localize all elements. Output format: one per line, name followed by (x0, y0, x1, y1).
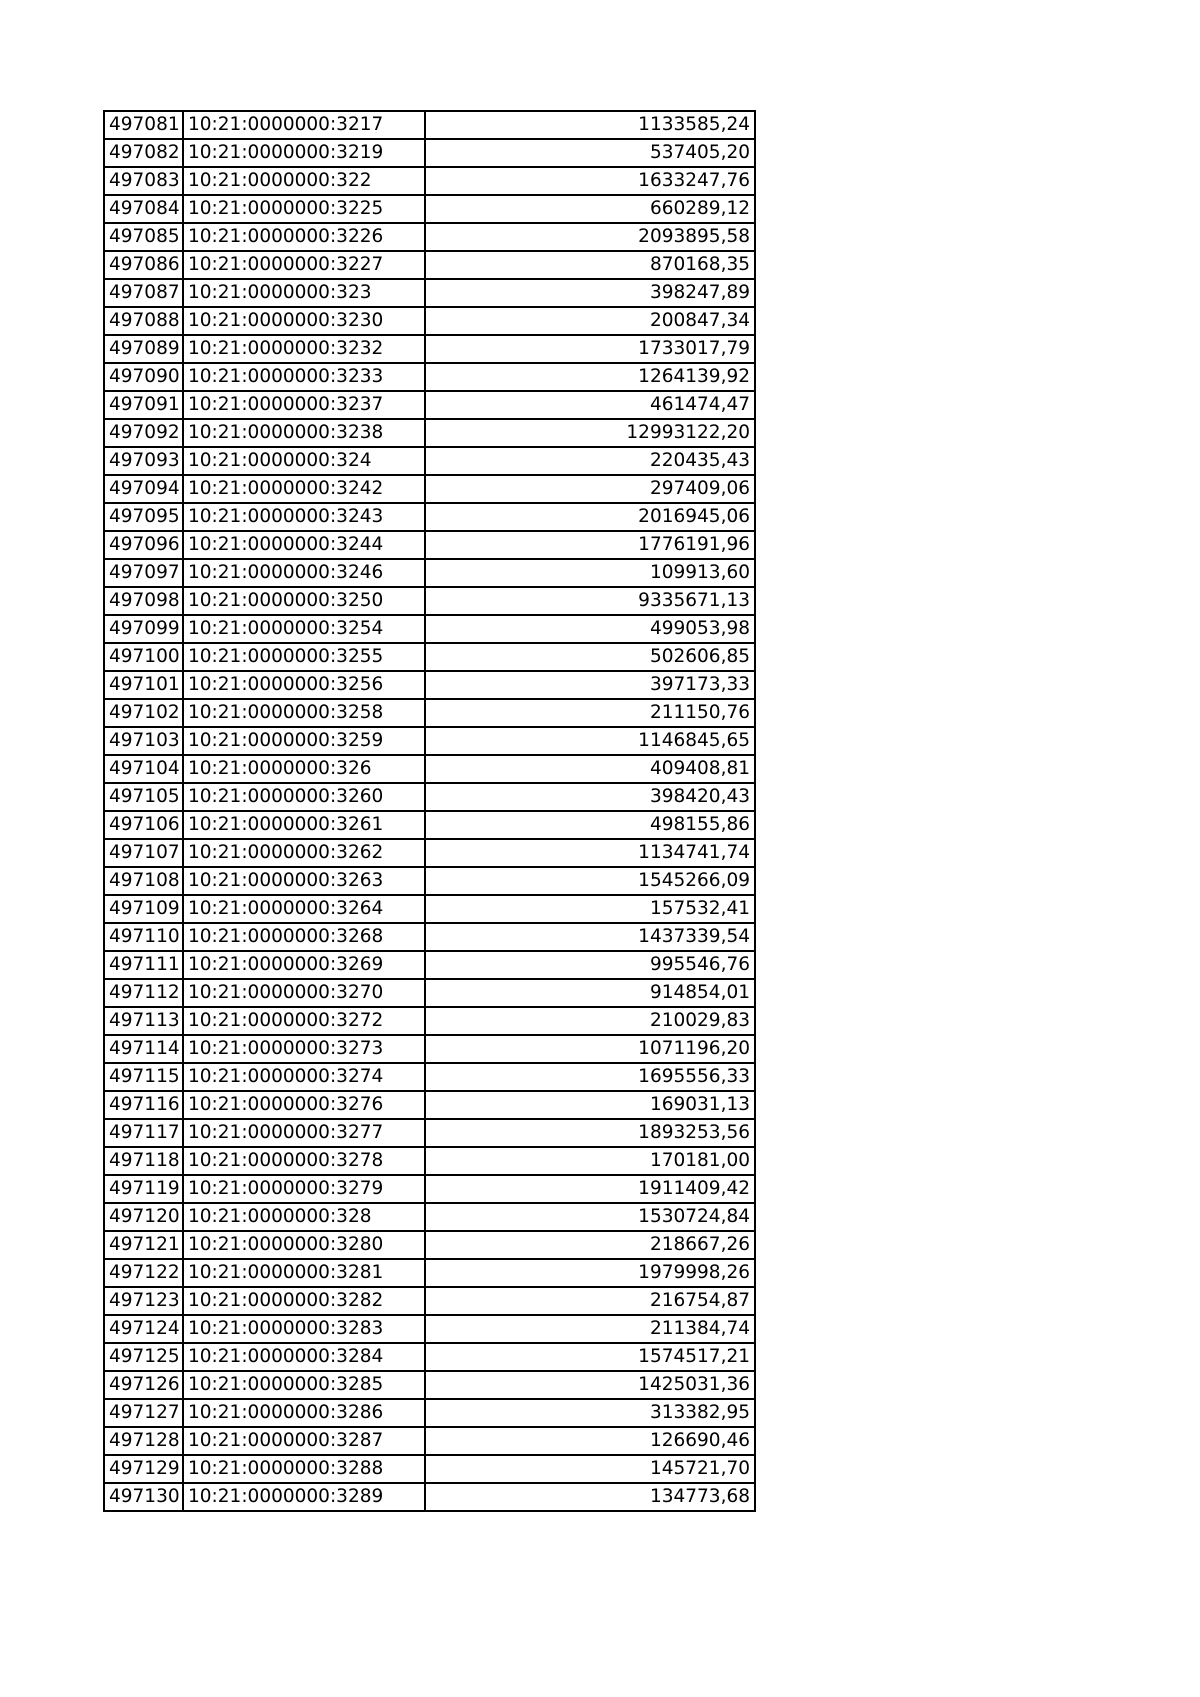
cadastral-number-cell: 10:21:0000000:323 (183, 279, 425, 307)
table-row (104, 671, 755, 699)
table-row (104, 307, 755, 335)
row-number-cell: 497110 (104, 923, 183, 951)
value-cell: 216754,87 (425, 1287, 755, 1315)
row-number-cell: 497100 (104, 643, 183, 671)
table-row (104, 279, 755, 307)
table-row (104, 1231, 755, 1259)
row-number-cell: 497097 (104, 559, 183, 587)
cadastral-number-cell: 10:21:0000000:3242 (183, 475, 425, 503)
table-row (104, 1343, 755, 1371)
cadastral-number-cell: 10:21:0000000:322 (183, 167, 425, 195)
table-row (104, 1203, 755, 1231)
table-row (104, 419, 755, 447)
value-cell: 1425031,36 (425, 1371, 755, 1399)
row-number-cell: 497096 (104, 531, 183, 559)
table-row (104, 335, 755, 363)
table-row (104, 867, 755, 895)
cadastral-number-cell: 10:21:0000000:3289 (183, 1483, 425, 1511)
cadastral-number-cell: 10:21:0000000:3255 (183, 643, 425, 671)
cadastral-number-cell: 10:21:0000000:3262 (183, 839, 425, 867)
value-cell: 870168,35 (425, 251, 755, 279)
table-row (104, 1175, 755, 1203)
cadastral-number-cell: 10:21:0000000:3232 (183, 335, 425, 363)
value-cell: 218667,26 (425, 1231, 755, 1259)
cadastral-number-cell: 10:21:0000000:3282 (183, 1287, 425, 1315)
row-number-cell: 497115 (104, 1063, 183, 1091)
cadastral-number-cell: 10:21:0000000:3279 (183, 1175, 425, 1203)
table-row (104, 1483, 755, 1511)
cadastral-number-cell: 10:21:0000000:3268 (183, 923, 425, 951)
row-number-cell: 497091 (104, 391, 183, 419)
row-number-cell: 497128 (104, 1427, 183, 1455)
cadastral-number-cell: 10:21:0000000:3260 (183, 783, 425, 811)
table-row (104, 1399, 755, 1427)
row-number-cell: 497081 (104, 111, 183, 139)
table-row (104, 811, 755, 839)
row-number-cell: 497123 (104, 1287, 183, 1315)
table-row (104, 475, 755, 503)
table-row (104, 1007, 755, 1035)
value-cell: 398247,89 (425, 279, 755, 307)
value-cell: 995546,76 (425, 951, 755, 979)
cadastral-number-cell: 10:21:0000000:3283 (183, 1315, 425, 1343)
cadastral-number-cell: 10:21:0000000:3246 (183, 559, 425, 587)
cadastral-number-cell: 10:21:0000000:3276 (183, 1091, 425, 1119)
value-cell: 914854,01 (425, 979, 755, 1007)
row-number-cell: 497085 (104, 223, 183, 251)
cadastral-number-cell: 10:21:0000000:3250 (183, 587, 425, 615)
value-cell: 1133585,24 (425, 111, 755, 139)
cadastral-number-cell: 10:21:0000000:3244 (183, 531, 425, 559)
value-cell: 126690,46 (425, 1427, 755, 1455)
row-number-cell: 497129 (104, 1455, 183, 1483)
row-number-cell: 497105 (104, 783, 183, 811)
value-cell: 200847,34 (425, 307, 755, 335)
table-row (104, 167, 755, 195)
table-row (104, 587, 755, 615)
value-cell: 502606,85 (425, 643, 755, 671)
cadastral-number-cell: 10:21:0000000:3233 (183, 363, 425, 391)
row-number-cell: 497095 (104, 503, 183, 531)
table-row (104, 111, 755, 139)
value-cell: 537405,20 (425, 139, 755, 167)
table-row (104, 951, 755, 979)
cadastral-number-cell: 10:21:0000000:3259 (183, 727, 425, 755)
value-cell: 134773,68 (425, 1483, 755, 1511)
cadastral-number-cell: 10:21:0000000:3281 (183, 1259, 425, 1287)
table-row (104, 615, 755, 643)
value-cell: 1530724,84 (425, 1203, 755, 1231)
value-cell: 1146845,65 (425, 727, 755, 755)
table-row (104, 1259, 755, 1287)
cadastral-number-cell: 10:21:0000000:3227 (183, 251, 425, 279)
cadastral-number-cell: 10:21:0000000:3280 (183, 1231, 425, 1259)
cadastral-number-cell: 10:21:0000000:3272 (183, 1007, 425, 1035)
data-table (103, 110, 756, 1512)
row-number-cell: 497082 (104, 139, 183, 167)
value-cell: 398420,43 (425, 783, 755, 811)
row-number-cell: 497113 (104, 1007, 183, 1035)
cadastral-number-cell: 10:21:0000000:3286 (183, 1399, 425, 1427)
table-row (104, 1315, 755, 1343)
cadastral-number-cell: 10:21:0000000:3256 (183, 671, 425, 699)
table-row (104, 895, 755, 923)
value-cell: 2093895,58 (425, 223, 755, 251)
value-cell: 9335671,13 (425, 587, 755, 615)
row-number-cell: 497093 (104, 447, 183, 475)
cadastral-number-cell: 10:21:0000000:3269 (183, 951, 425, 979)
value-cell: 170181,00 (425, 1147, 755, 1175)
table-row (104, 251, 755, 279)
value-cell: 210029,83 (425, 1007, 755, 1035)
row-number-cell: 497122 (104, 1259, 183, 1287)
table-row (104, 1119, 755, 1147)
value-cell: 660289,12 (425, 195, 755, 223)
row-number-cell: 497111 (104, 951, 183, 979)
value-cell: 499053,98 (425, 615, 755, 643)
value-cell: 211384,74 (425, 1315, 755, 1343)
value-cell: 1264139,92 (425, 363, 755, 391)
row-number-cell: 497092 (104, 419, 183, 447)
value-cell: 1071196,20 (425, 1035, 755, 1063)
row-number-cell: 497126 (104, 1371, 183, 1399)
value-cell: 2016945,06 (425, 503, 755, 531)
cadastral-number-cell: 10:21:0000000:3277 (183, 1119, 425, 1147)
value-cell: 145721,70 (425, 1455, 755, 1483)
row-number-cell: 497094 (104, 475, 183, 503)
value-cell: 1574517,21 (425, 1343, 755, 1371)
cadastral-number-cell: 10:21:0000000:326 (183, 755, 425, 783)
cadastral-number-cell: 10:21:0000000:3261 (183, 811, 425, 839)
value-cell: 169031,13 (425, 1091, 755, 1119)
cadastral-number-cell: 10:21:0000000:3273 (183, 1035, 425, 1063)
table-row (104, 1427, 755, 1455)
table-row (104, 195, 755, 223)
table-row (104, 643, 755, 671)
table-row (104, 447, 755, 475)
table-row (104, 503, 755, 531)
value-cell: 461474,47 (425, 391, 755, 419)
value-cell: 409408,81 (425, 755, 755, 783)
row-number-cell: 497107 (104, 839, 183, 867)
row-number-cell: 497124 (104, 1315, 183, 1343)
value-cell: 1437339,54 (425, 923, 755, 951)
value-cell: 1134741,74 (425, 839, 755, 867)
row-number-cell: 497101 (104, 671, 183, 699)
cadastral-number-cell: 10:21:0000000:3225 (183, 195, 425, 223)
row-number-cell: 497119 (104, 1175, 183, 1203)
row-number-cell: 497117 (104, 1119, 183, 1147)
row-number-cell: 497127 (104, 1399, 183, 1427)
row-number-cell: 497116 (104, 1091, 183, 1119)
value-cell: 397173,33 (425, 671, 755, 699)
table-row (104, 391, 755, 419)
table-row (104, 363, 755, 391)
row-number-cell: 497102 (104, 699, 183, 727)
cadastral-number-cell: 10:21:0000000:3288 (183, 1455, 425, 1483)
cadastral-number-cell: 10:21:0000000:3274 (183, 1063, 425, 1091)
value-cell: 1545266,09 (425, 867, 755, 895)
table-row (104, 1035, 755, 1063)
table-row (104, 727, 755, 755)
cadastral-number-cell: 10:21:0000000:3243 (183, 503, 425, 531)
cadastral-number-cell: 10:21:0000000:3258 (183, 699, 425, 727)
table-row (104, 223, 755, 251)
value-cell: 498155,86 (425, 811, 755, 839)
table-row (104, 1371, 755, 1399)
row-number-cell: 497088 (104, 307, 183, 335)
cadastral-number-cell: 10:21:0000000:324 (183, 447, 425, 475)
value-cell: 211150,76 (425, 699, 755, 727)
table-row (104, 1147, 755, 1175)
cadastral-number-cell: 10:21:0000000:3278 (183, 1147, 425, 1175)
table-row (104, 1455, 755, 1483)
table-row (104, 755, 755, 783)
row-number-cell: 497109 (104, 895, 183, 923)
cadastral-number-cell: 10:21:0000000:3284 (183, 1343, 425, 1371)
row-number-cell: 497099 (104, 615, 183, 643)
cadastral-number-cell: 10:21:0000000:3217 (183, 111, 425, 139)
row-number-cell: 497084 (104, 195, 183, 223)
table-row (104, 1091, 755, 1119)
cadastral-number-cell: 10:21:0000000:3237 (183, 391, 425, 419)
table-row (104, 559, 755, 587)
row-number-cell: 497125 (104, 1343, 183, 1371)
row-number-cell: 497114 (104, 1035, 183, 1063)
value-cell: 12993122,20 (425, 419, 755, 447)
cadastral-number-cell: 10:21:0000000:3230 (183, 307, 425, 335)
table-row (104, 1063, 755, 1091)
value-cell: 1733017,79 (425, 335, 755, 363)
value-cell: 1776191,96 (425, 531, 755, 559)
cadastral-number-cell: 10:21:0000000:3285 (183, 1371, 425, 1399)
row-number-cell: 497086 (104, 251, 183, 279)
cadastral-number-cell: 10:21:0000000:3287 (183, 1427, 425, 1455)
value-cell: 297409,06 (425, 475, 755, 503)
value-cell: 109913,60 (425, 559, 755, 587)
value-cell: 1695556,33 (425, 1063, 755, 1091)
row-number-cell: 497087 (104, 279, 183, 307)
row-number-cell: 497120 (104, 1203, 183, 1231)
table-row (104, 699, 755, 727)
value-cell: 1979998,26 (425, 1259, 755, 1287)
row-number-cell: 497118 (104, 1147, 183, 1175)
cadastral-number-cell: 10:21:0000000:328 (183, 1203, 425, 1231)
cadastral-number-cell: 10:21:0000000:3226 (183, 223, 425, 251)
value-cell: 220435,43 (425, 447, 755, 475)
row-number-cell: 497121 (104, 1231, 183, 1259)
cadastral-number-cell: 10:21:0000000:3263 (183, 867, 425, 895)
row-number-cell: 497130 (104, 1483, 183, 1511)
row-number-cell: 497098 (104, 587, 183, 615)
row-number-cell: 497104 (104, 755, 183, 783)
row-number-cell: 497106 (104, 811, 183, 839)
table-row (104, 531, 755, 559)
value-cell: 157532,41 (425, 895, 755, 923)
row-number-cell: 497083 (104, 167, 183, 195)
table-body (104, 111, 755, 1511)
table-row (104, 923, 755, 951)
row-number-cell: 497103 (104, 727, 183, 755)
table-row (104, 783, 755, 811)
value-cell: 313382,95 (425, 1399, 755, 1427)
cadastral-number-cell: 10:21:0000000:3219 (183, 139, 425, 167)
value-cell: 1911409,42 (425, 1175, 755, 1203)
value-cell: 1893253,56 (425, 1119, 755, 1147)
table-row (104, 839, 755, 867)
cadastral-number-cell: 10:21:0000000:3254 (183, 615, 425, 643)
cadastral-number-cell: 10:21:0000000:3238 (183, 419, 425, 447)
value-cell: 1633247,76 (425, 167, 755, 195)
table-row (104, 139, 755, 167)
row-number-cell: 497112 (104, 979, 183, 1007)
row-number-cell: 497108 (104, 867, 183, 895)
table-row (104, 979, 755, 1007)
row-number-cell: 497089 (104, 335, 183, 363)
row-number-cell: 497090 (104, 363, 183, 391)
cadastral-number-cell: 10:21:0000000:3270 (183, 979, 425, 1007)
cadastral-number-cell: 10:21:0000000:3264 (183, 895, 425, 923)
table-row (104, 1287, 755, 1315)
